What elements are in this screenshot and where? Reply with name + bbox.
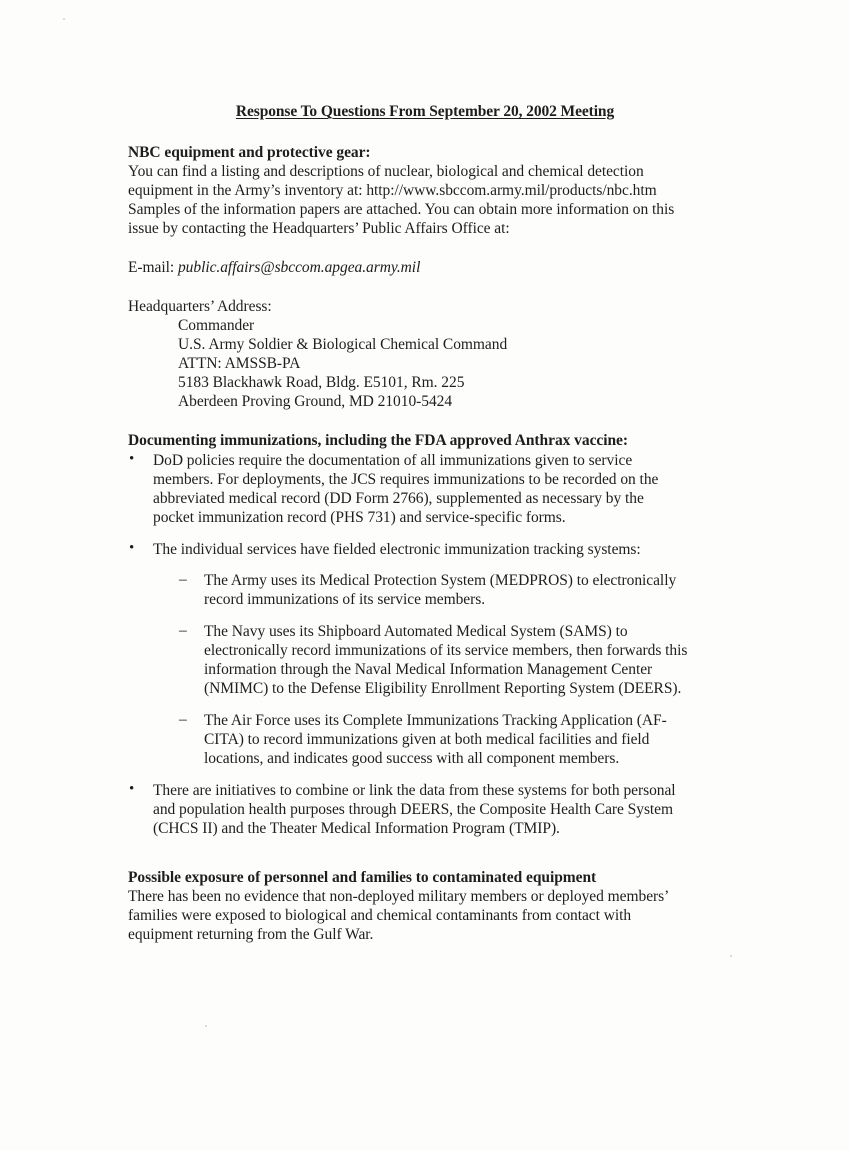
bullet-line: abbreviated medical record (DD Form 2766), supplemented as necessary by the	[153, 490, 644, 507]
bullet-icon: •	[129, 451, 135, 467]
address-line: U.S. Army Soldier & Biological Chemical Command	[178, 336, 508, 353]
sub-item-line: The Army uses its Medical Protection System (MEDPROS) to electronically	[204, 572, 677, 589]
bullet-line: The individual services have fielded electronic immunization tracking systems:	[153, 541, 641, 558]
section-heading-immunizations: Documenting immunizations, including the FDA approved Anthrax vaccine:	[128, 432, 629, 449]
dash-icon: –	[179, 571, 187, 588]
bullet-line: members. For deployments, the JCS requires immunizations to be recorded on the	[153, 471, 659, 488]
paragraph-line: issue by contacting the Headquarters’ Public Affairs Office at:	[128, 220, 510, 237]
sub-item-line: record immunizations of its service members.	[204, 591, 486, 608]
paragraph-line: Samples of the information papers are attached. You can obtain more information on this	[128, 201, 675, 218]
sub-item-line: information through the Naval Medical Information Management Center	[204, 661, 653, 678]
address-line: ATTN: AMSSB-PA	[178, 355, 301, 372]
address-line: Commander	[178, 317, 255, 334]
sub-item-line: electronically record immunizations of its service members, then forwards this	[204, 642, 688, 659]
sub-item-line: (NMIMC) to the Defense Eligibility Enrollment Reporting System (DEERS).	[204, 680, 682, 697]
bullet-icon: •	[129, 540, 135, 556]
scan-speck	[63, 18, 65, 20]
bullet-line: DoD policies require the documentation of all immunizations given to service	[153, 452, 633, 469]
paragraph-line: equipment in the Army’s inventory at: http://www.sbccom.army.mil/products/nbc.htm	[128, 182, 657, 199]
sub-item-line: The Air Force uses its Complete Immunizations Tracking Application (AF-	[204, 712, 667, 729]
email-label: E-mail:	[128, 259, 178, 276]
paragraph-line: equipment returning from the Gulf War.	[128, 926, 374, 943]
scan-speck	[205, 1025, 207, 1027]
sub-item-line: The Navy uses its Shipboard Automated Medical System (SAMS) to	[204, 623, 628, 640]
bullet-line: (CHCS II) and the Theater Medical Information Program (TMIP).	[153, 820, 560, 837]
scan-speck	[730, 955, 732, 957]
address-line: 5183 Blackhawk Road, Bldg. E5101, Rm. 225	[178, 374, 465, 391]
bullet-line: pocket immunization record (PHS 731) and service-specific forms.	[153, 509, 566, 526]
dash-icon: –	[179, 622, 187, 639]
dash-icon: –	[179, 711, 187, 728]
address-line: Aberdeen Proving Ground, MD 21010-5424	[178, 393, 453, 410]
bullet-line: and population health purposes through DEERS, the Composite Health Care System	[153, 801, 674, 818]
bullet-icon: •	[129, 781, 135, 797]
email-line	[128, 258, 420, 278]
bullet-line: There are initiatives to combine or link the data from these systems for both personal	[153, 782, 676, 799]
paragraph-line: There has been no evidence that non-deployed military members or deployed members’	[128, 888, 670, 905]
section-heading-exposure: Possible exposure of personnel and families to contaminated equipment	[128, 869, 597, 886]
paragraph-line: families were exposed to biological and chemical contaminants from contact with	[128, 907, 632, 924]
sub-item-line: locations, and indicates good success with all component members.	[204, 750, 620, 767]
paragraph-line: You can find a listing and descriptions of nuclear, biological and chemical detection	[128, 163, 644, 180]
section-heading-nbc: NBC equipment and protective gear:	[128, 144, 371, 161]
sub-item-line: CITA) to record immunizations given at both medical facilities and field	[204, 731, 650, 748]
document-title: Response To Questions From September 20, 2002 Meeting	[235, 103, 615, 120]
email-address: public.affairs@sbccom.apgea.army.mil	[177, 259, 421, 276]
address-label: Headquarters’ Address:	[128, 298, 272, 315]
